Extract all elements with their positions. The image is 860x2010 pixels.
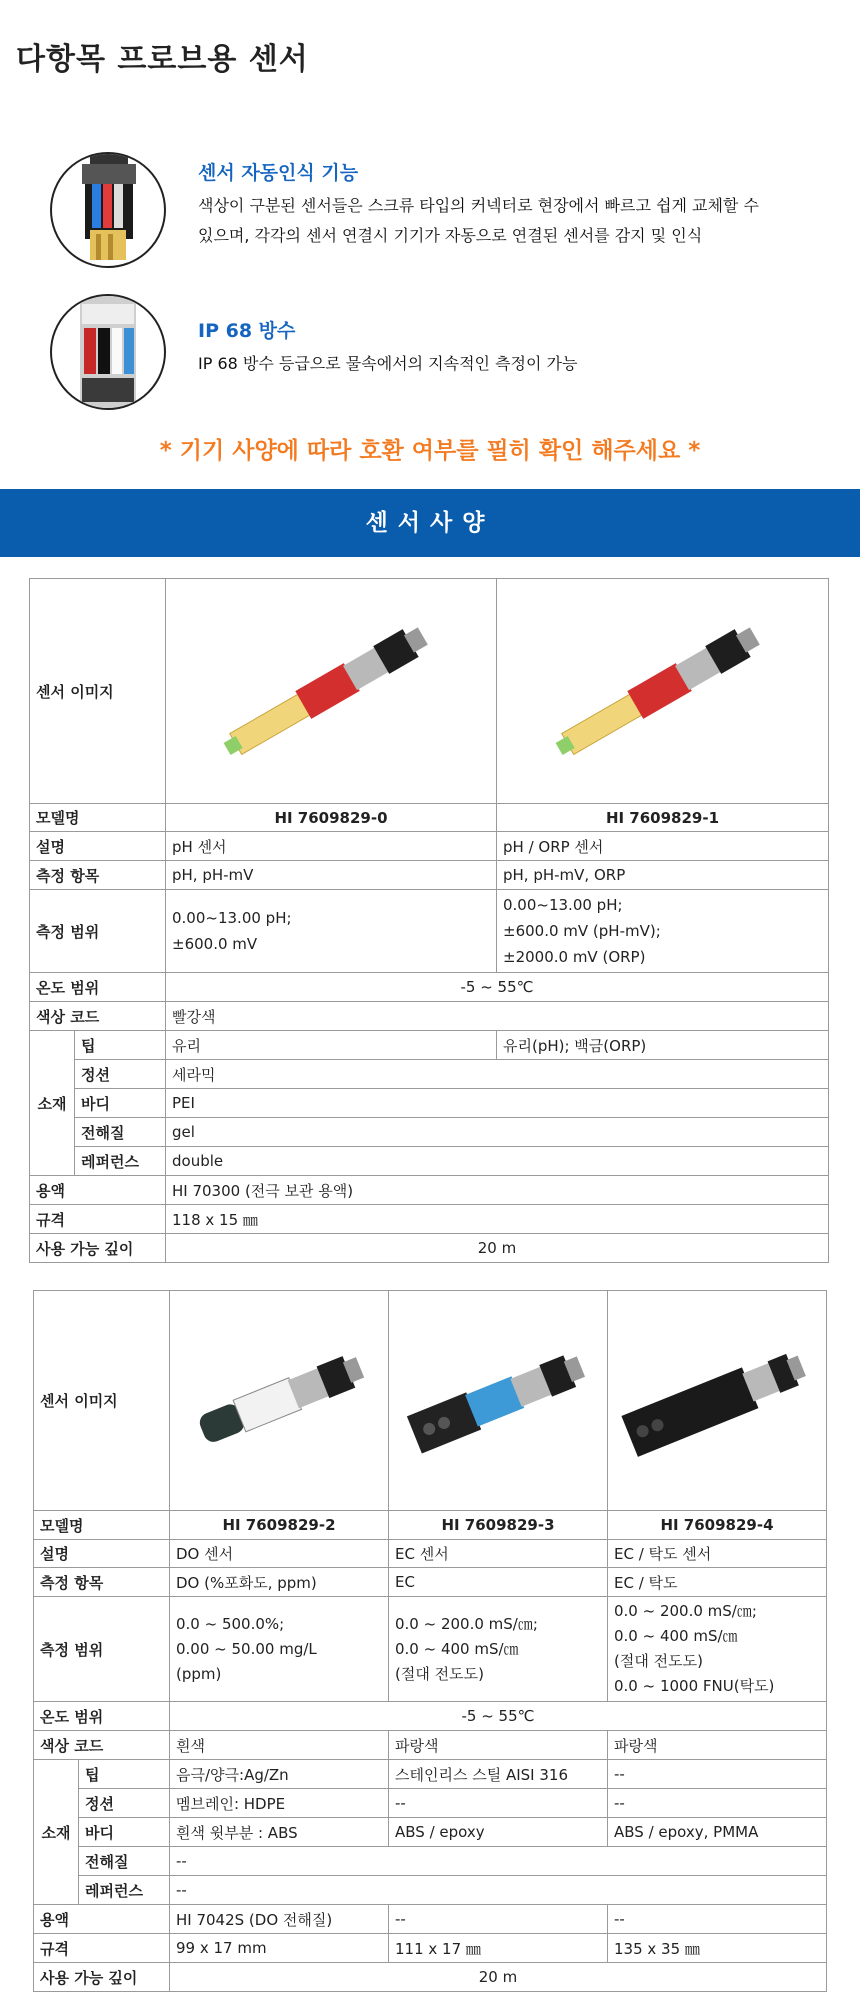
row-label: 센서 이미지 <box>30 579 166 804</box>
cell: -- <box>170 1876 827 1905</box>
cell: double <box>166 1147 829 1176</box>
row-label: 설명 <box>30 832 166 861</box>
cell: 20 m <box>166 1234 829 1263</box>
table-row <box>30 579 829 804</box>
table-row <box>34 1291 827 1511</box>
cell: ABS / epoxy <box>389 1818 608 1847</box>
row-label: 설명 <box>34 1540 170 1568</box>
row-label: 용액 <box>30 1176 166 1205</box>
cell: 빨강색 <box>166 1002 829 1031</box>
cell: 흰색 윗부분 : ABS <box>170 1818 389 1847</box>
cell: 흰색 <box>170 1731 389 1760</box>
row-label: 색상 코드 <box>34 1731 170 1760</box>
cell: 0.0 ~ 200.0 mS/㎝; 0.0 ~ 400 mS/㎝ (절대 전도도) <box>389 1597 608 1702</box>
table-row <box>30 832 829 861</box>
feature-description: 색상이 구분된 센서들은 스크류 타입의 커넥터로 현장에서 빠르고 쉽게 교체할 수 있으며, 각각의 센서 연결시 기기가 자동으로 연결된 센서를 감지 및 인식 <box>198 196 759 245</box>
cell: 세라믹 <box>166 1060 829 1089</box>
cell: -- <box>608 1789 827 1818</box>
table-row <box>34 1934 827 1963</box>
row-label: 모델명 <box>34 1511 170 1540</box>
cell: 0.0 ~ 500.0%; 0.00 ~ 50.00 mg/L (ppm) <box>170 1597 389 1702</box>
model-name: HI 7609829-1 <box>497 804 829 832</box>
cell: EC 센서 <box>389 1540 608 1568</box>
sensor-image <box>608 1291 827 1511</box>
cell: DO 센서 <box>170 1540 389 1568</box>
table-row <box>34 1760 827 1789</box>
cell: -5 ~ 55℃ <box>170 1702 827 1731</box>
row-label: 정션 <box>75 1060 166 1089</box>
table-row <box>34 1731 827 1760</box>
table-row <box>34 1818 827 1847</box>
cell: HI 70300 (전극 보관 용액) <box>166 1176 829 1205</box>
row-label: 규격 <box>34 1934 170 1963</box>
row-label: 센서 이미지 <box>34 1291 170 1511</box>
cell: 20 m <box>170 1963 827 1992</box>
cell: 0.0 ~ 200.0 mS/㎝; 0.0 ~ 400 mS/㎝ (절대 전도도) 0.0 ~ 1000 FNU(탁도) <box>608 1597 827 1702</box>
cell: EC / 탁도 <box>608 1568 827 1597</box>
cell: 0.00~13.00 pH; ±600.0 mV (pH-mV); ±2000.0 mV (ORP) <box>497 890 829 973</box>
row-label: 팁 <box>75 1031 166 1060</box>
table-row <box>34 1789 827 1818</box>
row-label: 온도 범위 <box>34 1702 170 1731</box>
table-row <box>30 1089 829 1118</box>
cell: 파랑색 <box>389 1731 608 1760</box>
row-label: 측정 범위 <box>34 1597 170 1702</box>
cell: 스테인리스 스틸 AISI 316 <box>389 1760 608 1789</box>
cell: -- <box>608 1760 827 1789</box>
table-row <box>30 1176 829 1205</box>
model-name: HI 7609829-0 <box>166 804 497 832</box>
table-row <box>30 890 829 973</box>
row-label: 온도 범위 <box>30 973 166 1002</box>
row-label: 색상 코드 <box>30 1002 166 1031</box>
table-row <box>30 1060 829 1089</box>
cell: 0.00~13.00 pH; ±600.0 mV <box>166 890 497 973</box>
table-row <box>30 1205 829 1234</box>
table-row <box>30 1147 829 1176</box>
feature-title: IP 68 방수 <box>198 320 296 342</box>
sensor-image <box>170 1291 389 1511</box>
table-row <box>34 1702 827 1731</box>
spec-banner: 센서사양 <box>0 489 860 557</box>
cell: gel <box>166 1118 829 1147</box>
cell: pH, pH-mV, ORP <box>497 861 829 890</box>
row-label: 사용 가능 깊이 <box>34 1963 170 1992</box>
cell: pH / ORP 센서 <box>497 832 829 861</box>
row-label: 측정 범위 <box>30 890 166 973</box>
table-row <box>34 1876 827 1905</box>
cell: 118 x 15 ㎜ <box>166 1205 829 1234</box>
cell: 파랑색 <box>608 1731 827 1760</box>
cell: EC / 탁도 센서 <box>608 1540 827 1568</box>
table-row <box>30 1118 829 1147</box>
row-label: 전해질 <box>79 1847 170 1876</box>
row-label: 용액 <box>34 1905 170 1934</box>
row-label: 규격 <box>30 1205 166 1234</box>
row-label: 레퍼런스 <box>75 1147 166 1176</box>
table-row <box>34 1847 827 1876</box>
cell: -5 ~ 55℃ <box>166 973 829 1002</box>
cell: -- <box>389 1789 608 1818</box>
cell: -- <box>608 1905 827 1934</box>
page-title: 다항목 프로브용 센서 <box>16 42 309 77</box>
compatibility-notice: * 기기 사양에 따라 호환 여부를 필히 확인 해주세요 * <box>159 438 701 464</box>
table-row <box>30 861 829 890</box>
row-label: 전해질 <box>75 1118 166 1147</box>
row-label: 바디 <box>79 1818 170 1847</box>
table-row <box>34 1597 827 1702</box>
sensor-image <box>166 579 497 804</box>
model-name: HI 7609829-2 <box>170 1511 389 1540</box>
model-name: HI 7609829-3 <box>389 1511 608 1540</box>
probe-photo <box>50 294 166 410</box>
table-row <box>34 1568 827 1597</box>
cell: -- <box>389 1905 608 1934</box>
feature-title: 센서 자동인식 기능 <box>198 162 359 184</box>
cell: 멤브레인: HDPE <box>170 1789 389 1818</box>
cell: pH 센서 <box>166 832 497 861</box>
cell: 135 x 35 ㎜ <box>608 1934 827 1963</box>
cell: 유리(pH); 백금(ORP) <box>497 1031 829 1060</box>
table-row <box>34 1540 827 1568</box>
table-row <box>30 1002 829 1031</box>
table-row <box>34 1511 827 1540</box>
row-label: 레퍼런스 <box>79 1876 170 1905</box>
spec-table-ph <box>29 578 829 1263</box>
cell: ABS / epoxy, PMMA <box>608 1818 827 1847</box>
cell: 111 x 17 ㎜ <box>389 1934 608 1963</box>
row-label: 소재 <box>34 1760 79 1905</box>
model-name: HI 7609829-4 <box>608 1511 827 1540</box>
spec-table-do-ec <box>33 1290 827 1992</box>
row-label: 바디 <box>75 1089 166 1118</box>
row-label: 측정 항목 <box>30 861 166 890</box>
table-row <box>30 1234 829 1263</box>
table-row <box>34 1905 827 1934</box>
table-row <box>34 1963 827 1992</box>
table-row <box>30 804 829 832</box>
table-row <box>30 973 829 1002</box>
feature-description: IP 68 방수 등급으로 물속에서의 지속적인 측정이 가능 <box>198 354 578 373</box>
cell: 유리 <box>166 1031 497 1060</box>
cell: pH, pH-mV <box>166 861 497 890</box>
row-label: 정션 <box>79 1789 170 1818</box>
cell: 음극/양극:Ag/Zn <box>170 1760 389 1789</box>
cell: -- <box>170 1847 827 1876</box>
cell: HI 7042S (DO 전해질) <box>170 1905 389 1934</box>
cell: DO (%포화도, ppm) <box>170 1568 389 1597</box>
cell: 99 x 17 mm <box>170 1934 389 1963</box>
cell: PEI <box>166 1089 829 1118</box>
table-row <box>30 1031 829 1060</box>
row-label: 모델명 <box>30 804 166 832</box>
row-label: 측정 항목 <box>34 1568 170 1597</box>
row-label: 소재 <box>30 1031 75 1176</box>
sensor-image <box>389 1291 608 1511</box>
row-label: 사용 가능 깊이 <box>30 1234 166 1263</box>
cell: EC <box>389 1568 608 1597</box>
row-label: 팁 <box>79 1760 170 1789</box>
sensor-connector-photo <box>50 152 166 268</box>
sensor-image <box>497 579 829 804</box>
